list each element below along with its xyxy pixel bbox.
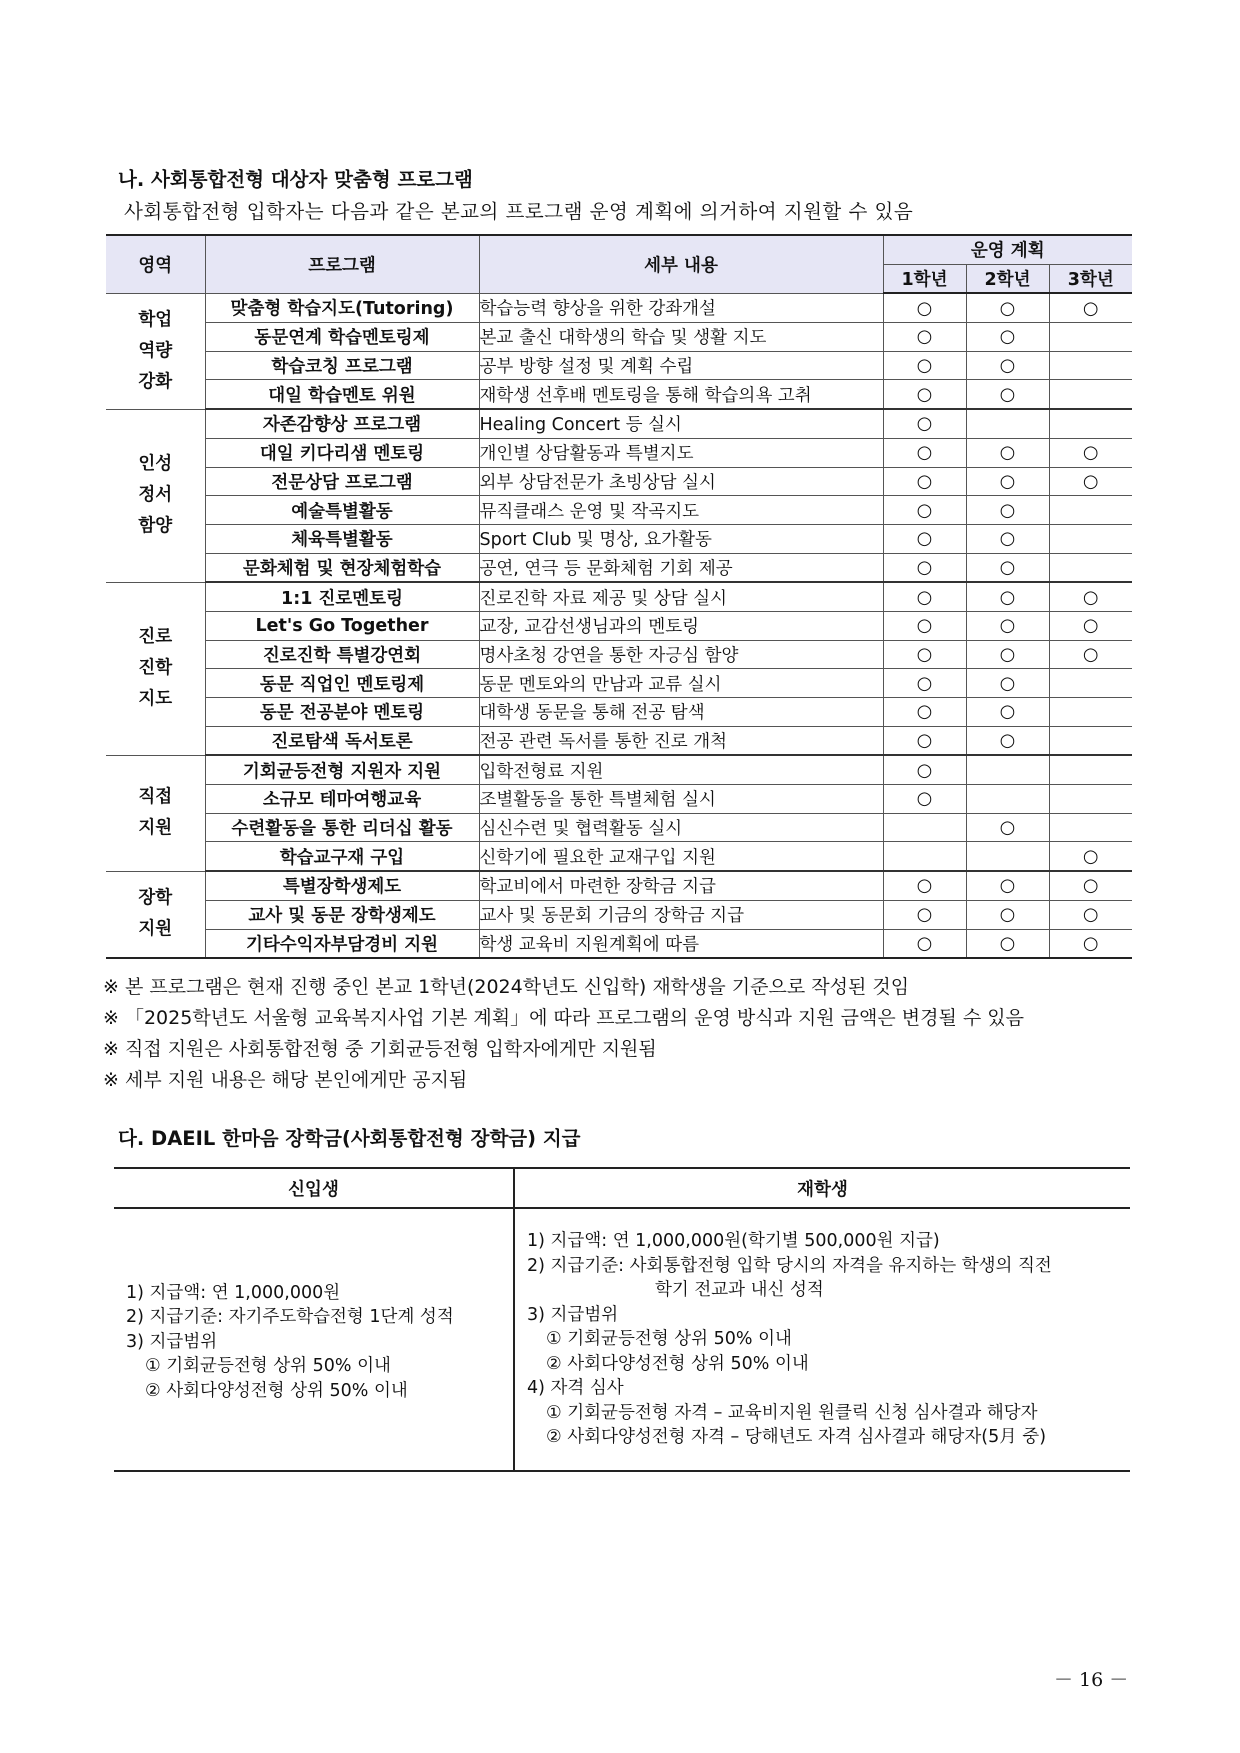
- program-detail: 교사 및 동문회 기금의 장학금 지급: [479, 900, 883, 929]
- program-row: [106, 351, 1132, 380]
- program-name: 맞춤형 학습지도(Tutoring): [205, 293, 479, 322]
- grade-1-mark: ○: [883, 669, 966, 698]
- header-grade-1: 1학년: [883, 264, 966, 293]
- notes: [103, 972, 1024, 1096]
- grade-1-mark: [883, 813, 966, 842]
- area-cell: 진로 진학 지도: [106, 582, 205, 755]
- grade-1-mark: ○: [883, 611, 966, 640]
- program-row: [106, 785, 1132, 814]
- area-cell: 장학 지원: [106, 871, 205, 958]
- grade-1-mark: ○: [883, 871, 966, 900]
- header-grade-2: 2학년: [966, 264, 1049, 293]
- new-student-criteria: [114, 1208, 514, 1471]
- criteria-line: 4) 자격 심사: [527, 1378, 624, 1399]
- grade-1-mark: ○: [883, 726, 966, 755]
- program-name: 문화체험 및 현장체험학습: [205, 553, 479, 582]
- program-row: [106, 842, 1132, 871]
- program-row: [106, 640, 1132, 669]
- program-detail: Sport Club 및 명상, 요가활동: [479, 524, 883, 553]
- grade-2-mark: ○: [966, 698, 1049, 727]
- grade-2-mark: ○: [966, 438, 1049, 467]
- grade-3-mark: [1049, 813, 1132, 842]
- grade-2-mark: ○: [966, 351, 1049, 380]
- grade-2-mark: [966, 842, 1049, 871]
- program-name: 전문상담 프로그램: [205, 467, 479, 496]
- grade-3-mark: ○: [1049, 900, 1132, 929]
- grade-2-mark: ○: [966, 582, 1049, 611]
- grade-2-mark: ○: [966, 726, 1049, 755]
- area-cell: 직접 지원: [106, 755, 205, 871]
- grade-3-mark: [1049, 380, 1132, 409]
- program-name: 1:1 진로멘토링: [205, 582, 479, 611]
- criteria-line: ① 기회균등전형 상위 50% 이내: [546, 1329, 792, 1350]
- program-row: [106, 323, 1132, 352]
- header-new-student: 신입생: [114, 1168, 514, 1208]
- current-student-criteria: [514, 1208, 1130, 1471]
- program-row: [106, 293, 1132, 322]
- program-detail: 본교 출신 대학생의 학습 및 생활 지도: [479, 323, 883, 352]
- program-row: [106, 726, 1132, 755]
- grade-3-mark: [1049, 755, 1132, 784]
- grade-3-mark: ○: [1049, 611, 1132, 640]
- grade-3-mark: [1049, 524, 1132, 553]
- program-name: 특별장학생제도: [205, 871, 479, 900]
- grade-1-mark: ○: [883, 409, 966, 438]
- criteria-line: 3) 지급범위: [527, 1304, 619, 1325]
- program-name: 진로탐색 독서토론: [205, 726, 479, 755]
- grade-1-mark: ○: [883, 929, 966, 958]
- grade-3-mark: ○: [1049, 467, 1132, 496]
- criteria-line: 2) 지급기준: 사회통합전형 입학 당시의 자격을 유지하는 학생의 직전: [527, 1255, 1052, 1276]
- program-row: [106, 755, 1132, 784]
- program-detail: 명사초청 강연을 통한 자긍심 함양: [479, 640, 883, 669]
- note-item: ※ 「2025학년도 서울형 교육복지사업 기본 계획」에 따라 프로그램의 운영 방식과 지원 금액은 변경될 수 있음: [103, 1007, 1024, 1029]
- program-name: 학습코칭 프로그램: [205, 351, 479, 380]
- program-detail: Healing Concert 등 실시: [479, 409, 883, 438]
- grade-1-mark: ○: [883, 467, 966, 496]
- grade-1-mark: ○: [883, 293, 966, 322]
- grade-1-mark: ○: [883, 900, 966, 929]
- grade-1-mark: ○: [883, 582, 966, 611]
- criteria-line: 3) 지급범위: [126, 1331, 218, 1352]
- grade-2-mark: [966, 755, 1049, 784]
- grade-1-mark: ○: [883, 755, 966, 784]
- program-row: [106, 409, 1132, 438]
- program-row: [106, 611, 1132, 640]
- program-detail: 심신수련 및 협력활동 실시: [479, 813, 883, 842]
- program-detail: 외부 상담전문가 초빙상담 실시: [479, 467, 883, 496]
- area-cell: 인성 정서 함양: [106, 409, 205, 582]
- program-detail: 학습능력 향상을 위한 강좌개설: [479, 293, 883, 322]
- grade-2-mark: ○: [966, 900, 1049, 929]
- grade-3-mark: ○: [1049, 929, 1132, 958]
- criteria-line: ② 사회다양성전형 상위 50% 이내: [546, 1353, 809, 1374]
- grade-3-mark: [1049, 669, 1132, 698]
- grade-1-mark: ○: [883, 438, 966, 467]
- program-detail: 공부 방향 설정 및 계획 수립: [479, 351, 883, 380]
- grade-2-mark: ○: [966, 323, 1049, 352]
- program-name: 예술특별활동: [205, 496, 479, 525]
- program-detail: 대학생 동문을 통해 전공 탐색: [479, 698, 883, 727]
- program-detail: 공연, 연극 등 문화체험 기회 제공: [479, 553, 883, 582]
- program-detail: 전공 관련 독서를 통한 진로 개척: [479, 726, 883, 755]
- header-current-student: 재학생: [514, 1168, 1130, 1208]
- program-row: [106, 900, 1132, 929]
- note-item: ※ 본 프로그램은 현재 진행 중인 본교 1학년(2024학년도 신입학) 재학생을 기준으로 작성된 것임: [103, 976, 910, 998]
- grade-3-mark: [1049, 698, 1132, 727]
- program-table-body: [106, 293, 1132, 958]
- program-row: [106, 698, 1132, 727]
- program-name: 진로진학 특별강연회: [205, 640, 479, 669]
- grade-1-mark: ○: [883, 640, 966, 669]
- grade-3-mark: ○: [1049, 438, 1132, 467]
- grade-2-mark: ○: [966, 293, 1049, 322]
- program-name: 교사 및 동문 장학생제도: [205, 900, 479, 929]
- grade-2-mark: ○: [966, 524, 1049, 553]
- program-row: [106, 553, 1132, 582]
- grade-2-mark: ○: [966, 380, 1049, 409]
- program-row: [106, 929, 1132, 958]
- grade-1-mark: ○: [883, 698, 966, 727]
- section-da-title: 다. DAEIL 한마음 장학금(사회통합전형 장학금) 지급: [118, 1127, 581, 1150]
- grade-3-mark: ○: [1049, 842, 1132, 871]
- grade-2-mark: ○: [966, 813, 1049, 842]
- program-name: 동문 전공분야 멘토링: [205, 698, 479, 727]
- criteria-line: ① 기회균등전형 자격 – 교육비지원 원클릭 신청 심사결과 해당자: [546, 1402, 1038, 1423]
- grade-2-mark: ○: [966, 640, 1049, 669]
- criteria-line: 1) 지급액: 연 1,000,000원(학기별 500,000원 지급): [527, 1231, 940, 1252]
- criteria-line: ② 사회다양성전형 상위 50% 이내: [145, 1380, 408, 1401]
- program-row: [106, 669, 1132, 698]
- section-na-title: 나. 사회통합전형 대상자 맞춤형 프로그램: [118, 168, 473, 191]
- program-detail: 조별활동을 통한 특별체험 실시: [479, 785, 883, 814]
- program-detail: 진로진학 자료 제공 및 상담 실시: [479, 582, 883, 611]
- header-detail: 세부 내용: [479, 235, 883, 293]
- grade-1-mark: ○: [883, 553, 966, 582]
- program-row: [106, 380, 1132, 409]
- grade-1-mark: ○: [883, 524, 966, 553]
- section-na-intro: 사회통합전형 입학자는 다음과 같은 본교의 프로그램 운영 계획에 의거하여 지원할 수 있음: [124, 200, 914, 223]
- grade-3-mark: ○: [1049, 293, 1132, 322]
- area-cell: 학업 역량 강화: [106, 293, 205, 409]
- program-row: [106, 496, 1132, 525]
- program-name: Let's Go Together: [205, 611, 479, 640]
- criteria-line: 1) 지급액: 연 1,000,000원: [126, 1282, 341, 1303]
- program-name: 대일 학습멘토 위원: [205, 380, 479, 409]
- program-detail: 입학전형료 지원: [479, 755, 883, 784]
- program-name: 대일 키다리샘 멘토링: [205, 438, 479, 467]
- program-detail: 학생 교육비 지원계획에 따름: [479, 929, 883, 958]
- program-name: 자존감향상 프로그램: [205, 409, 479, 438]
- program-row: [106, 582, 1132, 611]
- grade-2-mark: ○: [966, 553, 1049, 582]
- grade-3-mark: [1049, 785, 1132, 814]
- grade-2-mark: ○: [966, 467, 1049, 496]
- header-program: 프로그램: [205, 235, 479, 293]
- note-item: ※ 세부 지원 내용은 해당 본인에게만 공지됨: [103, 1069, 468, 1091]
- program-detail: 개인별 상담활동과 특별지도: [479, 438, 883, 467]
- grade-2-mark: [966, 409, 1049, 438]
- program-detail: 신학기에 필요한 교재구입 지원: [479, 842, 883, 871]
- header-plan: 운영 계획: [883, 235, 1132, 264]
- criteria-line: ① 기회균등전형 상위 50% 이내: [145, 1356, 391, 1377]
- header-grade-3: 3학년: [1049, 264, 1132, 293]
- grade-3-mark: [1049, 553, 1132, 582]
- grade-2-mark: ○: [966, 929, 1049, 958]
- grade-1-mark: ○: [883, 380, 966, 409]
- program-name: 학습교구재 구입: [205, 842, 479, 871]
- page-number: － 16 －: [1054, 1669, 1129, 1691]
- criteria-line: 학기 전교과 내신 성적: [655, 1280, 824, 1301]
- grade-1-mark: ○: [883, 323, 966, 352]
- program-name: 기회균등전형 지원자 지원: [205, 755, 479, 784]
- program-table: [106, 234, 1132, 959]
- grade-3-mark: [1049, 409, 1132, 438]
- scholarship-table: [114, 1167, 1130, 1472]
- grade-3-mark: [1049, 496, 1132, 525]
- program-row: [106, 524, 1132, 553]
- grade-2-mark: [966, 785, 1049, 814]
- grade-3-mark: ○: [1049, 582, 1132, 611]
- grade-1-mark: ○: [883, 496, 966, 525]
- grade-3-mark: ○: [1049, 640, 1132, 669]
- program-detail: 뮤직클래스 운영 및 작곡지도: [479, 496, 883, 525]
- criteria-line: ② 사회다양성전형 자격 – 당해년도 자격 심사결과 해당자(5月 중): [546, 1427, 1047, 1448]
- program-name: 체육특별활동: [205, 524, 479, 553]
- program-name: 기타수익자부담경비 지원: [205, 929, 479, 958]
- program-row: [106, 871, 1132, 900]
- program-row: [106, 438, 1132, 467]
- program-name: 동문 직업인 멘토링제: [205, 669, 479, 698]
- criteria-line: 2) 지급기준: 자기주도학습전형 1단계 성적: [126, 1307, 454, 1328]
- note-item: ※ 직접 지원은 사회통합전형 중 기회균등전형 입학자에게만 지원됨: [103, 1038, 657, 1060]
- program-name: 동문연계 학습멘토링제: [205, 323, 479, 352]
- grade-3-mark: [1049, 323, 1132, 352]
- grade-2-mark: ○: [966, 669, 1049, 698]
- program-detail: 동문 멘토와의 만남과 교류 실시: [479, 669, 883, 698]
- program-name: 수련활동을 통한 리더십 활동: [205, 813, 479, 842]
- grade-2-mark: ○: [966, 871, 1049, 900]
- grade-1-mark: [883, 842, 966, 871]
- program-detail: 학교비에서 마련한 장학금 지급: [479, 871, 883, 900]
- program-row: [106, 467, 1132, 496]
- program-name: 소규모 테마여행교육: [205, 785, 479, 814]
- program-detail: 교장, 교감선생님과의 멘토링: [479, 611, 883, 640]
- program-detail: 재학생 선후배 멘토링을 통해 학습의욕 고취: [479, 380, 883, 409]
- grade-3-mark: ○: [1049, 871, 1132, 900]
- header-area: 영역: [106, 235, 205, 293]
- grade-2-mark: ○: [966, 611, 1049, 640]
- grade-3-mark: [1049, 726, 1132, 755]
- grade-3-mark: [1049, 351, 1132, 380]
- grade-2-mark: ○: [966, 496, 1049, 525]
- grade-1-mark: ○: [883, 785, 966, 814]
- grade-1-mark: ○: [883, 351, 966, 380]
- program-row: [106, 813, 1132, 842]
